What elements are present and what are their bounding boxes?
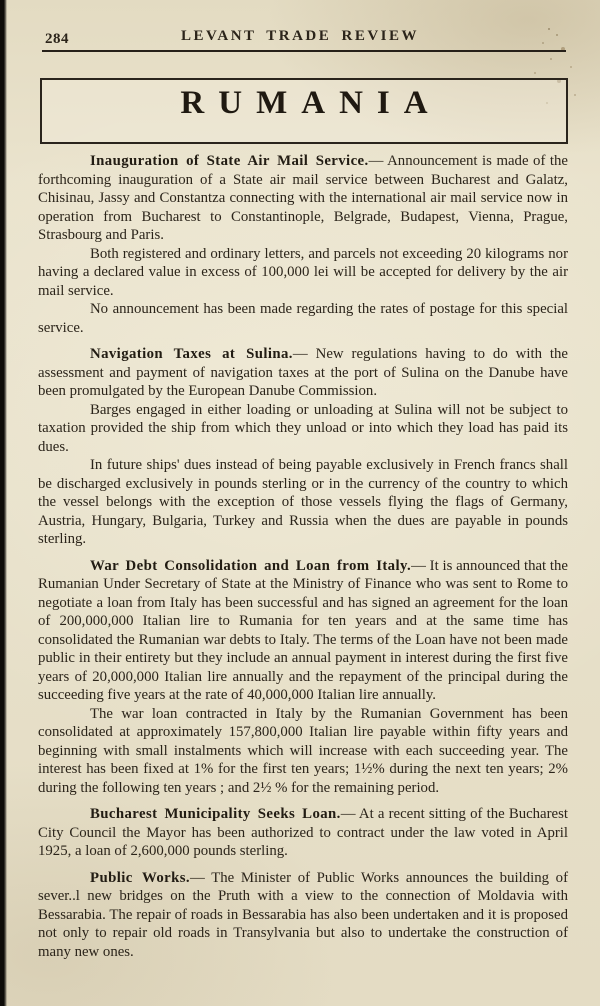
section-public-works xyxy=(38,869,568,962)
section-air-mail xyxy=(38,152,568,337)
header-rule xyxy=(42,50,566,52)
section-lead-paragraph xyxy=(38,152,568,245)
page-header xyxy=(0,28,600,50)
section-lead-paragraph xyxy=(38,869,568,962)
section-heading: War Debt Consolidation and Loan from Italy. xyxy=(90,557,412,574)
section-lead-text: — It is announced that the Rumanian Under Secretary of State at the Ministry of Finance who was sent to Rome to negotiate a loan from Italy has been successful and has signed an agreement for the loan of 200,000,000 Italian lire to Rumania for ten years and at the same time has consolidated the Rumanian war debts to Italy. The terms of the Loan have not been made public in their entirety but they include an annual payment in interest during the first five years of 20,000,000 Italian lire annually and the repayment of the principal during the succeeding five years at the rate of 40,000,000 Italian lire annually. xyxy=(38,557,568,703)
section-heading: Bucharest Municipality Seeks Loan. xyxy=(90,806,341,822)
section-paragraph: No announcement has been made regarding the rates of postage for this special service. xyxy=(38,301,568,336)
section-lead-text: — At a recent sitting of the Bucharest City Council the Mayor has been authorized to contract under the law voted in April 1925, a loan of 2,600,000 pounds sterling. xyxy=(38,806,568,859)
section-war-debt-loan xyxy=(38,557,568,798)
scan-edge-left xyxy=(0,0,7,1006)
article-body xyxy=(38,152,568,961)
section-lead-paragraph xyxy=(38,805,568,861)
section-heading: Navigation Taxes at Sulina. xyxy=(90,346,293,362)
section-bucharest-loan xyxy=(38,805,568,861)
section-lead-text: — Announcement is made of the forthcoming inauguration of a State air mail service between Bucharest and Galatz, Chisinau, Jassy and Constantza connecting with the international air mail service now in operation from Bucharest to Constantinople, Belgrade, Budapest, Vienna, Prague, Strasbourg and Paris. xyxy=(38,153,568,243)
page-number: 284 xyxy=(45,31,69,47)
section-heading: Public Works. xyxy=(90,869,191,886)
country-title-box xyxy=(40,78,568,144)
country-title: RUMANIA xyxy=(180,85,442,121)
section-navigation-taxes xyxy=(38,345,568,549)
section-paragraph: Both registered and ordinary letters, and parcels not exceeding 20 kilograms nor having a declared value in excess of 100,000 lei will be accepted for delivery by the air mail service. xyxy=(38,245,568,299)
section-lead-paragraph xyxy=(38,345,568,401)
section-lead-text: — The Minister of Public Works announces the building of sever..l new bridges on the Pruth with a view to the connection of Moldavia with Bessarabia. The repair of roads in Bessarabia has also been undertaken and it is proposed not only to repair old roads in Transylvania but also to undertake the construction of many new ones. xyxy=(38,869,568,960)
section-paragraph: In future ships' dues instead of being payable exclusively in French francs shall be discharged exclusively in pounds sterling or in the currency of the country to which the vessel belongs with the exception of those vessels flying the flags of Germany, Austria, Hungary, Bulgaria, Turkey and Russia when the dues are payable in pounds sterling. xyxy=(38,457,568,547)
section-paragraph: The war loan contracted in Italy by the Rumanian Government has been consolidated at approximately 157,800,000 Italian lire payable within fifty years and beginning with small instalments which will increase with each succeeding year. The interest has been fixed at 1% for the first ten years; 1½% during the next ten years; 2% during the following ten years ; and 2½ % for the remaining period. xyxy=(38,705,568,796)
section-lead-paragraph xyxy=(38,557,568,705)
section-paragraph: Barges engaged in either loading or unloading at Sulina will not be subject to taxation provided the ship from which they unload or into which they load has paid its dues. xyxy=(38,401,568,455)
section-heading: Inauguration of State Air Mail Service. xyxy=(90,153,369,169)
journal-title: LEVANT TRADE REVIEW xyxy=(180,28,420,44)
section-lead-text: — New regulations having to do with the assessment and payment of navigation taxes at the port of Sulina on the Danube have been promulgated by the European Danube Commission. xyxy=(38,346,568,399)
